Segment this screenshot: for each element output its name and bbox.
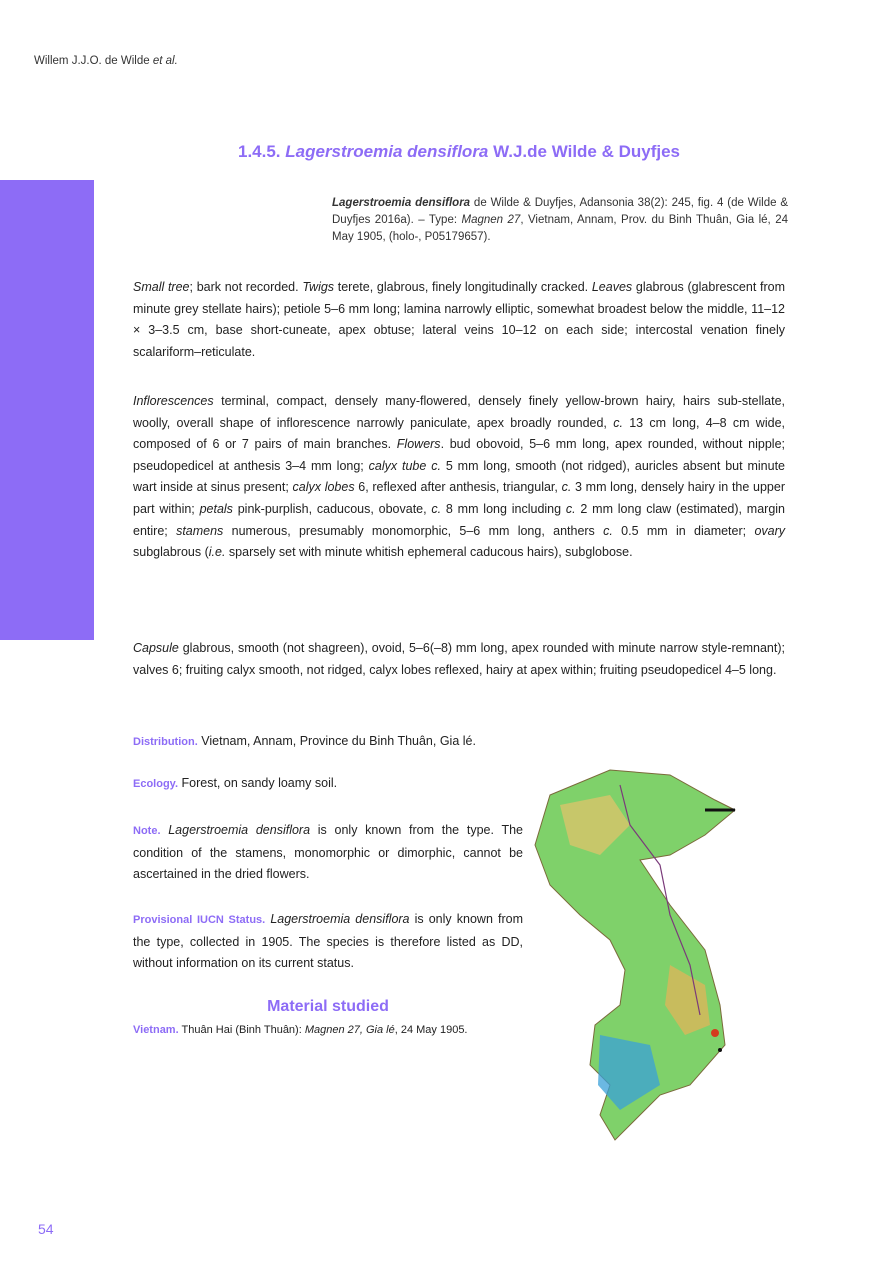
description-inflorescence: Inflorescences terminal, compact, densely many-flowered, densely finely yellow-brown hairy, hairs sub-stellate, woolly, overall shape of inflorescence narrowly paniculate, apex broadly rounded, c. 13 cm long, 4–8 cm wide, composed of 6 or 7 pairs of main branches. Flowers. bud obovoid, 5–6 mm long, apex rounded, without nipple; pseudopedicel at anthesis 3–4 mm long; calyx tube c. 5 mm long, smooth (not ridged), auricles absent but minute wart inside at sinus present; calyx lobes 6, reflexed after anthesis, triangular, c. 3 mm long, densely hairy in the upper part within; petals pink-purplish, caducous, obovate, c. 8 mm long including c. 2 mm long claw (estimated), margin entire; stamens numerous, presumably monomorphic, 5–6 mm long, anthers c. 0.5 mm in diameter; ovary subglabrous (i.e. sparsely set with minute whitish ephemeral caducous hairs), subglobose. [133, 394, 786, 560]
note: Note. Lagerstroemia densiflora is only known from the type. The condition of the stamens, monomorphic or dimorphic, cannot be ascertained in the dried flowers. [133, 823, 523, 882]
page-number: 54 [38, 1221, 54, 1237]
ecology-label: Ecology. [133, 778, 179, 790]
running-head [34, 55, 178, 67]
species-title [0, 142, 880, 162]
material-specimen: Vietnam. Thuân Hai (Binh Thuân): Magnen 27, Gia lé, 24 May 1905. [133, 1024, 468, 1036]
iucn-label: Provisional IUCN Status. [133, 914, 266, 926]
map-locality-marker [711, 1029, 719, 1037]
side-color-tab [0, 180, 94, 640]
citation-text: de Wilde & Duyfjes, Adansonia 38(2): 245, fig. 4 (de Wilde & Duyfjes 2016a). – Type: [332, 197, 789, 226]
distribution-map [520, 765, 760, 1145]
title-authority: W.J.de Wilde & Duyfjes [493, 142, 681, 161]
title-number: 1.4.5. [237, 142, 281, 161]
description-vegetative: Small tree; bark not recorded. Twigs terete, glabrous, finely longitudinally cracked. Leaves glabrous (glabrescent from minute grey stellate hairs); petiole 5–6 mm long; lamina narrowly elliptic, somewhat broadest below the middle, 11–12 × 3–3.5 cm, base short-cuneate, apex obtuse; lateral veins 10–12 on each side; intercostal venation finely scalariform–reticulate. [133, 280, 786, 359]
citation-text-2: , Vietnam, Annam, Prov. du Binh Thuân, Gia lé, 24 May 1905, (holo-, P05179657). [332, 214, 788, 243]
distribution-label: Distribution. [133, 736, 198, 748]
citation-collector: Magnen 27 [461, 214, 521, 226]
distribution: Distribution. Vietnam, Annam, Province du Binh Thuân, Gia lé. [133, 734, 476, 748]
citation-name: Lagerstroemia densiflora [332, 197, 471, 209]
material-label: Vietnam. [133, 1024, 179, 1036]
nomenclature-citation [332, 195, 788, 246]
note-label: Note. [133, 825, 161, 837]
material-heading: Material studied [267, 998, 389, 1015]
description-fruit: Capsule glabrous, smooth (not shagreen), ovoid, 5–6(–8) mm long, apex rounded with minute narrow style-remnant); valves 6; fruiting calyx smooth, not ridged, calyx lobes reflexed, hairy at apex within; fruiting pseudopedicel 4–5 long. [133, 641, 785, 677]
running-head-etal: et al. [152, 55, 178, 67]
title-species: Lagerstroemia densiflora [285, 142, 489, 161]
ecology: Ecology. Forest, on sandy loamy soil. [133, 776, 338, 790]
running-head-authors: Willem J.J.O. de Wilde [34, 55, 150, 67]
iucn-status: Provisional IUCN Status. Lagerstroemia densiflora is only known from the type, collected in 1905. The species is therefore listed as DD, without information on its current status. [133, 912, 523, 971]
